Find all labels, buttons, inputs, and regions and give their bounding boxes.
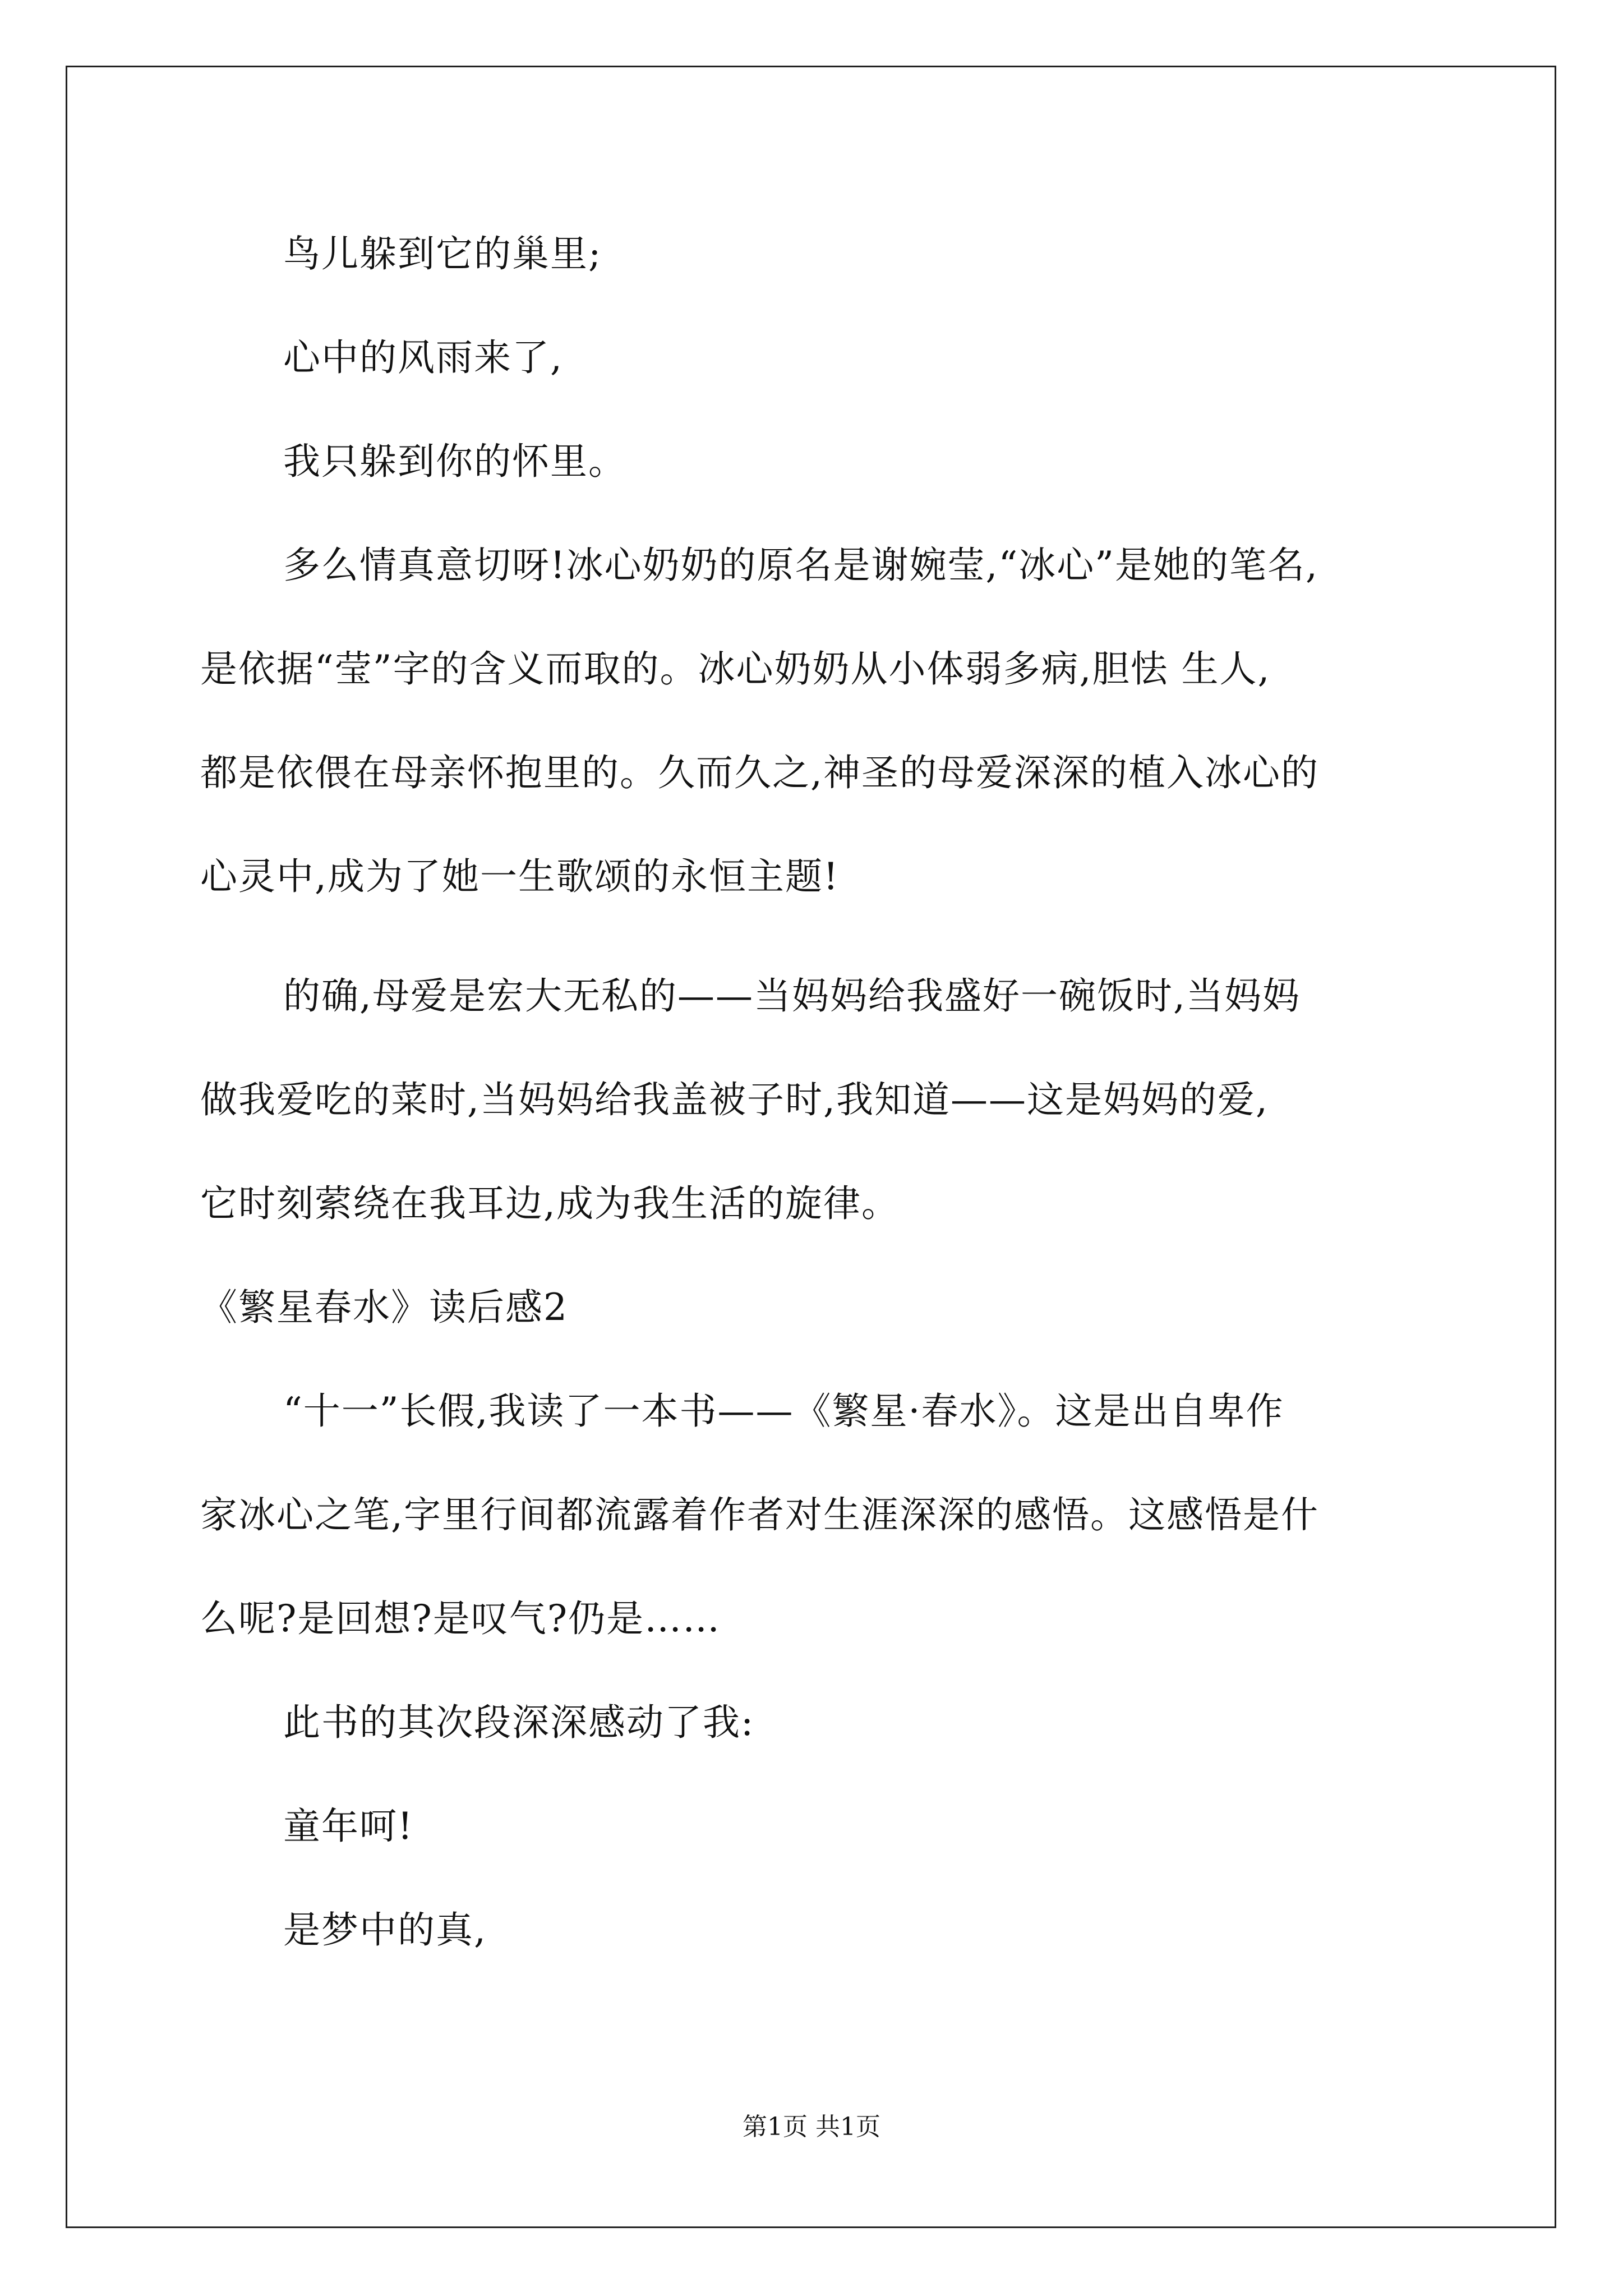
paragraph-line: 此书的其次段深深感动了我: bbox=[283, 1701, 755, 1744]
paragraph-line: 是依据“莹”字的含义而取的。冰心奶奶从小体弱多病,胆怯 生人, bbox=[200, 647, 1271, 691]
section-heading: 《繁星春水》读后感2 bbox=[200, 1286, 568, 1329]
poem-line: 鸟儿躲到它的巢里; bbox=[283, 232, 602, 275]
poem-line: 是梦中的真, bbox=[283, 1908, 487, 1952]
poem-line: 我只躲到你的怀里。 bbox=[283, 440, 626, 483]
page-border bbox=[66, 66, 1556, 2228]
paragraph-line: 心灵中,成为了她一生歌颂的永恒主题! bbox=[200, 855, 840, 898]
paragraph-line: 它时刻萦绕在我耳边,成为我生活的旋律。 bbox=[200, 1182, 900, 1225]
paragraph-line: 的确,母爱是宏大无私的——当妈妈给我盛好一碗饭时,当妈妈 bbox=[283, 974, 1301, 1018]
paragraph-line: 家冰心之笔,字里行间都流露着作者对生涯深深的感悟。这感悟是什 bbox=[200, 1493, 1319, 1536]
page-number-footer: 第1页 共1页 bbox=[743, 2113, 880, 2141]
poem-line: 童年呵! bbox=[283, 1805, 414, 1848]
paragraph-line: 多么情真意切呀!冰心奶奶的原名是谢婉莹,“冰心”是她的笔名, bbox=[283, 544, 1318, 587]
paragraph-line: 做我爱吃的菜时,当妈妈给我盖被子时,我知道——这是妈妈的爱, bbox=[200, 1078, 1269, 1121]
paragraph-line: “十一”长假,我读了一本书——《繁星·春水》。这是出自卑作 bbox=[283, 1389, 1284, 1433]
poem-line: 心中的风雨来了, bbox=[283, 336, 563, 379]
paragraph-line: 都是依偎在母亲怀抱里的。久而久之,神圣的母爱深深的植入冰心的 bbox=[200, 751, 1319, 794]
paragraph-line: 么呢?是回想?是叹气?仍是…… bbox=[200, 1597, 721, 1640]
